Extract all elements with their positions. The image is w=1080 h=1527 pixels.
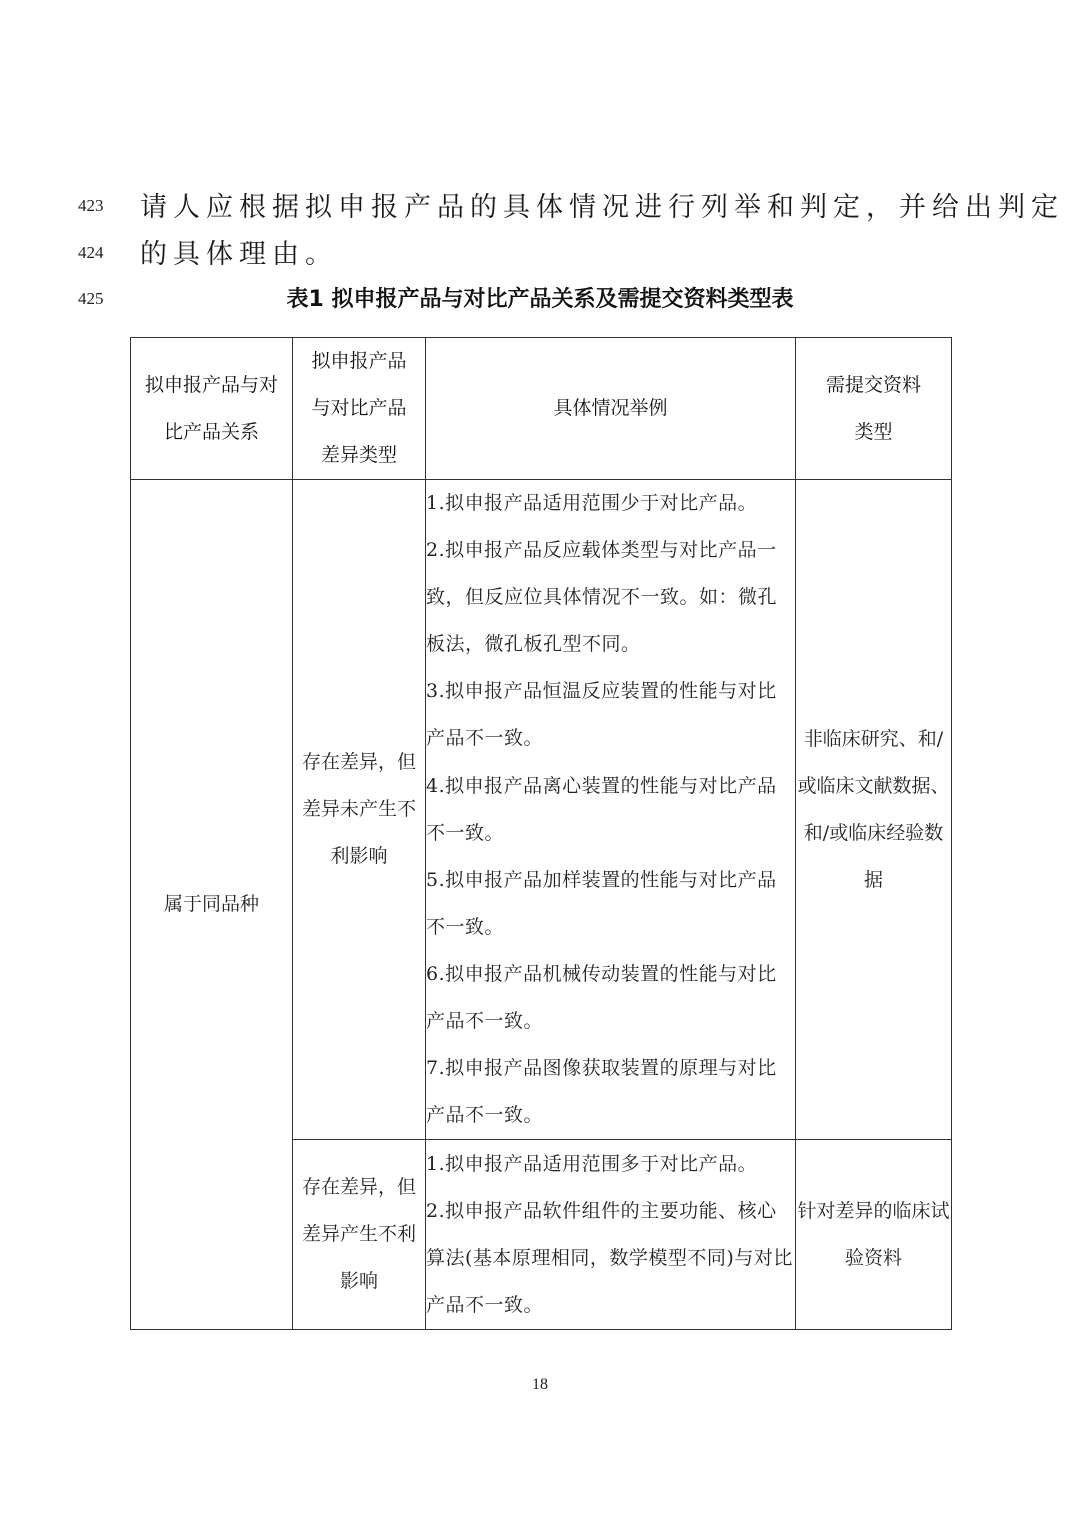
example-item: 5.拟申报产品加样装置的性能与对比产品不一致。 bbox=[426, 868, 777, 938]
header-relation: 拟申报产品与对比产品关系 bbox=[131, 338, 293, 480]
example-item: 2.拟申报产品软件组件的主要功能、核心算法(基本原理相同，数学模型不同)与对比产品不一致。 bbox=[426, 1199, 793, 1316]
table-row bbox=[131, 480, 952, 1140]
example-item: 6.拟申报产品机械传动装置的性能与对比产品不一致。 bbox=[426, 962, 777, 1033]
example-item: 2.拟申报产品反应载体类型与对比产品一致，但反应位具体情况不一致。如：微孔板法，微孔板孔型不同。 bbox=[426, 539, 778, 656]
example-item: 4.拟申报产品离心装置的性能与对比产品不一致。 bbox=[426, 774, 777, 844]
diff-type-cell: 存在差异，但差异未产生不利影响 bbox=[293, 480, 426, 1140]
example-item: 1.拟申报产品适用范围少于对比产品。 bbox=[426, 492, 758, 514]
header-diff-type: 拟申报产品与对比产品差异类型 bbox=[293, 338, 426, 480]
example-item: 7.拟申报产品图像获取装置的原理与对比产品不一致。 bbox=[426, 1057, 777, 1127]
relation-cell: 属于同品种 bbox=[131, 480, 293, 1330]
diff-type-cell: 存在差异，但差异产生不利影响 bbox=[293, 1140, 426, 1330]
example-item: 3.拟申报产品恒温反应装置的性能与对比产品不一致。 bbox=[426, 680, 777, 750]
required-docs-cell: 针对差异的临床试验资料 bbox=[796, 1140, 952, 1330]
line-number-424: 424 bbox=[78, 243, 104, 262]
line-number-425: 425 bbox=[78, 289, 104, 308]
paragraph-line-1: 请人应根据拟申报产品的具体情况进行列举和判定，并给出判定 bbox=[140, 192, 1064, 223]
examples-cell bbox=[426, 1140, 796, 1330]
examples-cell bbox=[426, 480, 796, 1140]
header-examples: 具体情况举例 bbox=[426, 338, 796, 480]
example-item: 1.拟申报产品适用范围多于对比产品。 bbox=[426, 1152, 758, 1175]
table-header-row bbox=[131, 338, 952, 480]
paragraph-line-2: 的具体理由。 bbox=[140, 239, 338, 270]
header-required-docs: 需提交资料类型 bbox=[796, 338, 952, 480]
table-caption: 表1 拟申报产品与对比产品关系及需提交资料类型表 bbox=[286, 287, 794, 312]
required-docs-cell: 非临床研究、和/或临床文献数据、和/或临床经验数据 bbox=[796, 480, 952, 1140]
comparison-table bbox=[130, 337, 952, 1330]
page-number: 18 bbox=[532, 1376, 548, 1393]
line-number-423: 423 bbox=[78, 196, 104, 215]
